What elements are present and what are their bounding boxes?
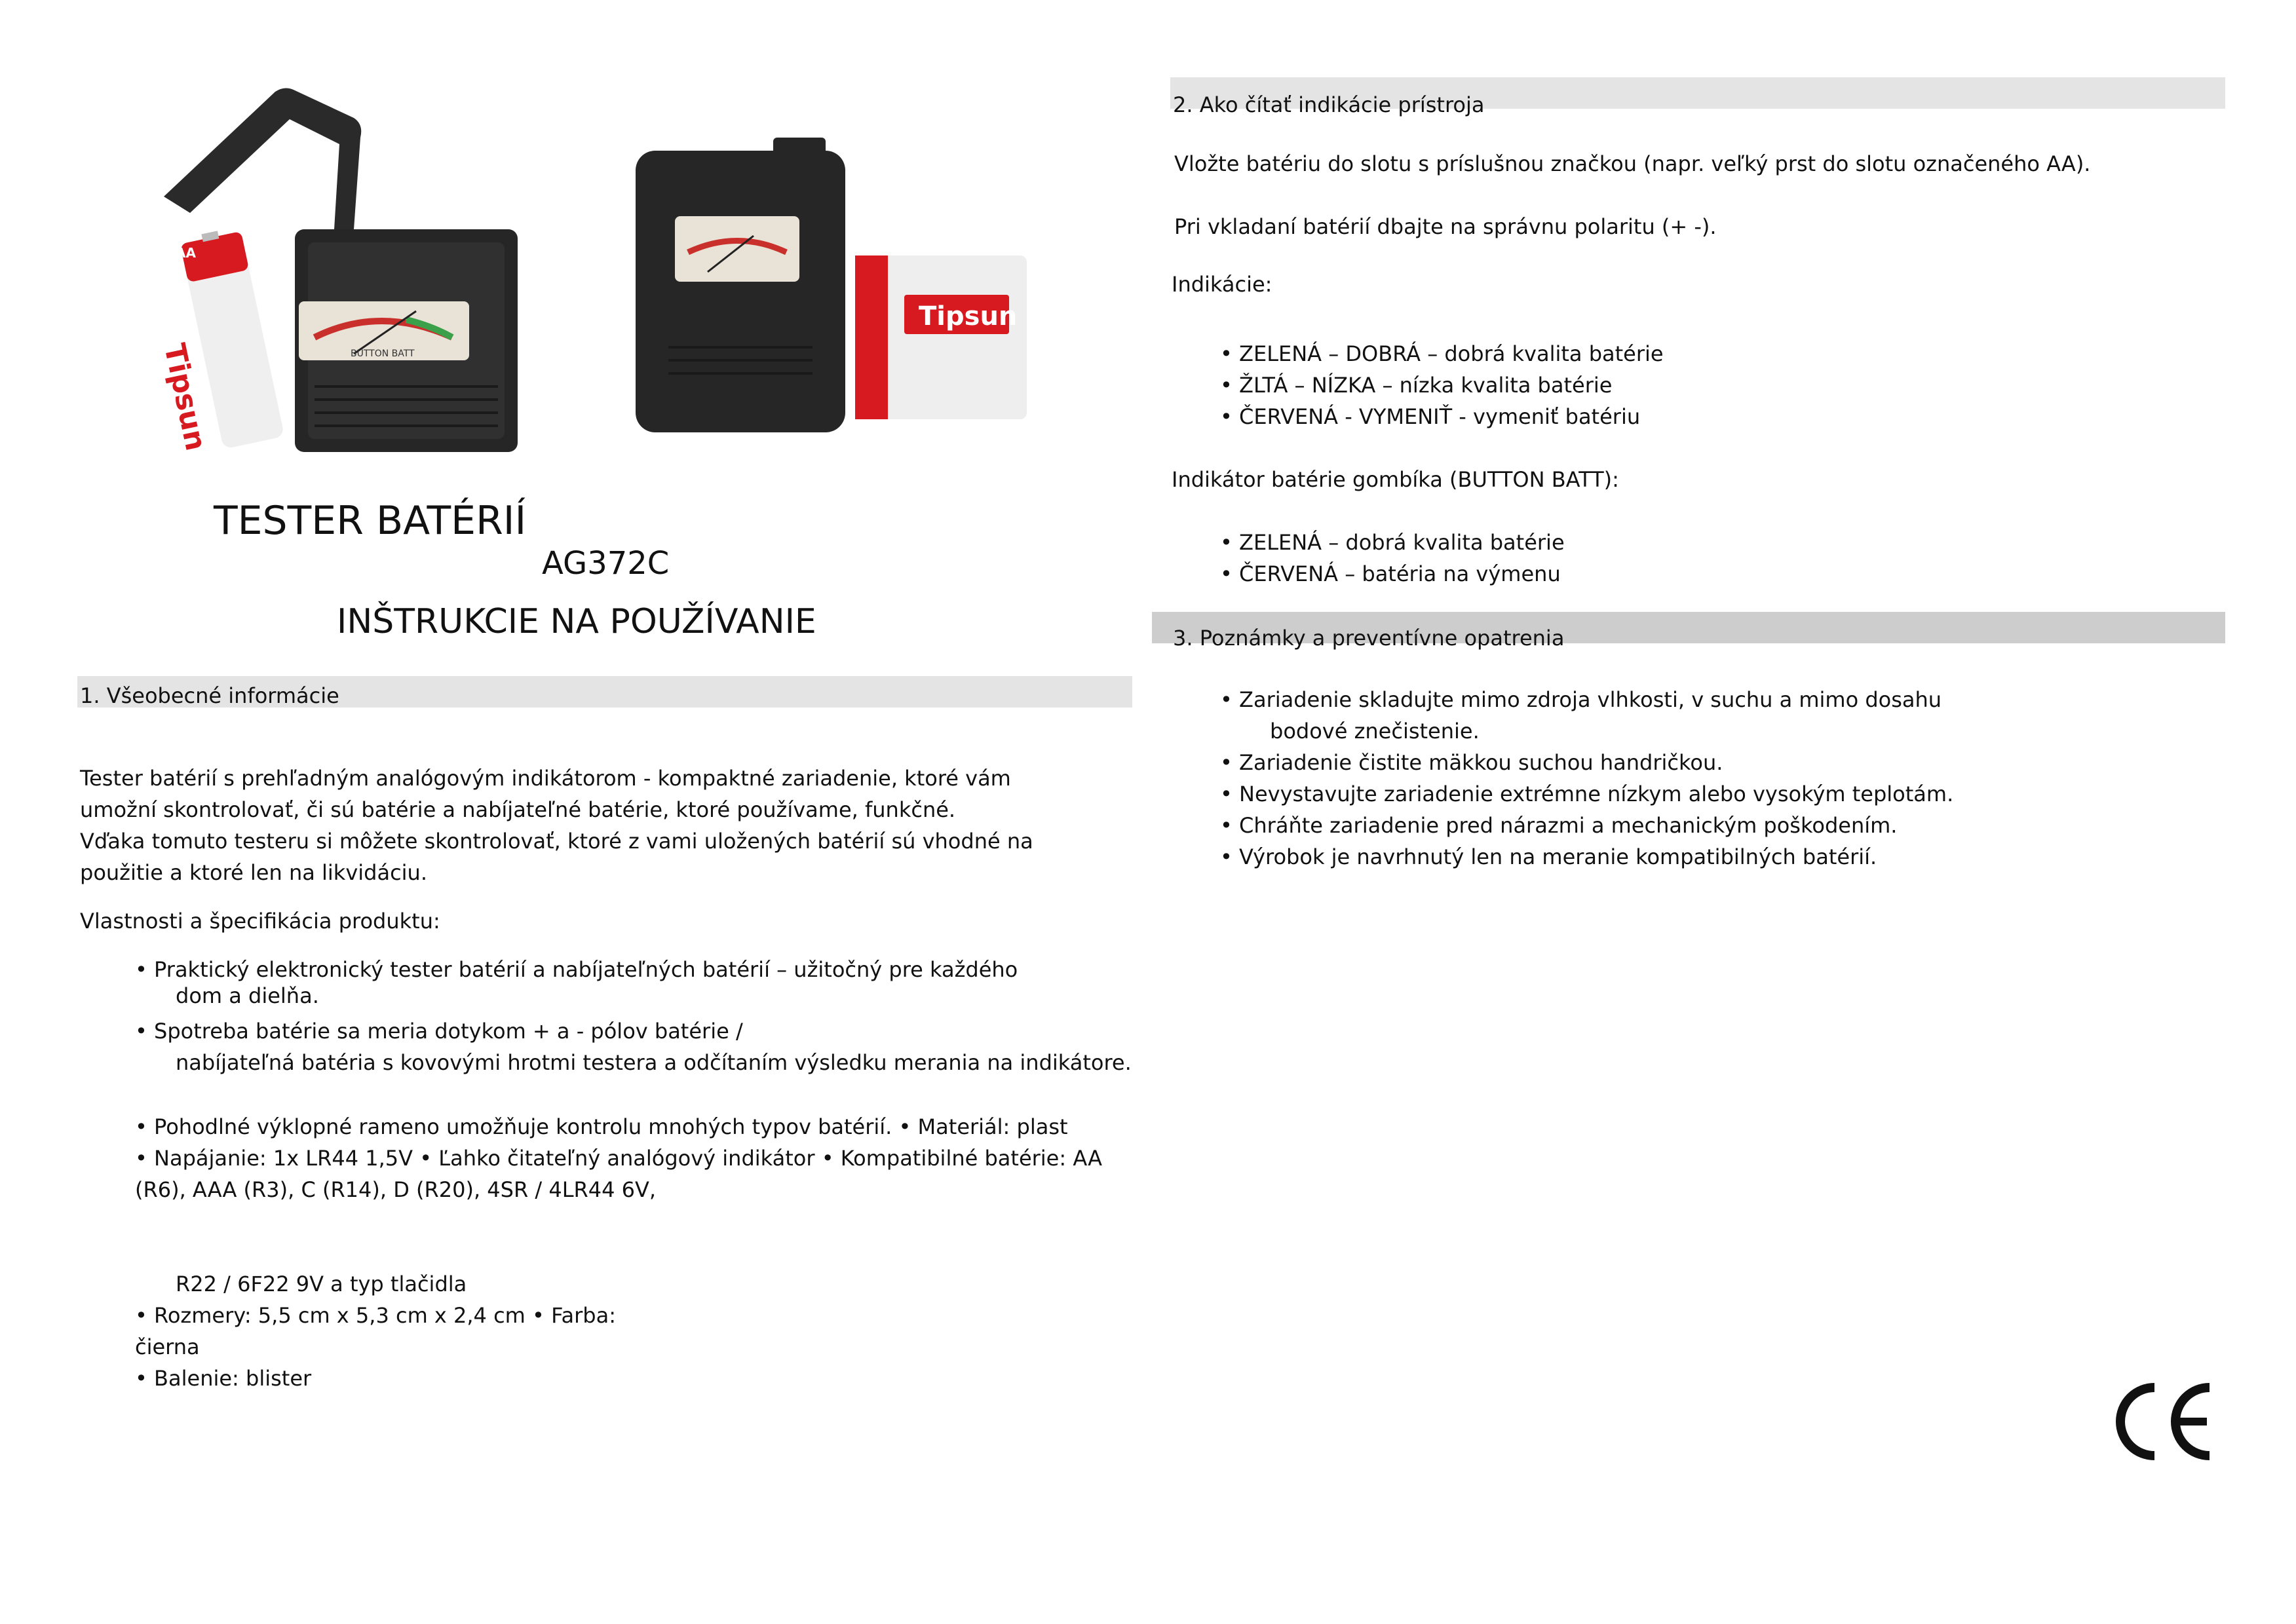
section1-intro-line3: Vďaka tomuto testeru si môžete skontrolovať, ktoré z vami uložených batérií sú vhodné na bbox=[80, 829, 1033, 854]
spec-line: • Pohodlné výklopné rameno umožňuje kontrolu mnohých typov batérií. • Materiál: plast bbox=[135, 1114, 1068, 1139]
indication-item: • ŽLTÁ – NÍZKA – nízka kvalita batérie bbox=[1220, 373, 1613, 398]
battery-aa-label: AA bbox=[176, 245, 196, 261]
section1-intro-line1: Tester batérií s prehľadným analógovým indikátorom - kompaktné zariadenie, ktoré vám bbox=[80, 766, 1011, 791]
section1-heading: 1. Všeobecné informácie bbox=[80, 683, 339, 708]
spec-heading: Vlastnosti a špecifikácia produktu: bbox=[80, 909, 440, 934]
button-indication-item: • ZELENÁ – dobrá kvalita batérie bbox=[1220, 530, 1565, 555]
product-model: AG372C bbox=[542, 545, 670, 582]
precaution-item: • Nevystavujte zariadenie extrémne nízkym alebo vysokým teplotám. bbox=[1220, 782, 1954, 806]
battery-brand-label: Tipsun bbox=[157, 341, 213, 454]
tester-with-9v-battery-image bbox=[629, 131, 1062, 439]
spec-line: R22 / 6F22 9V a typ tlačidla bbox=[176, 1272, 467, 1296]
button-battery-label: Indikátor batérie gombíka (BUTTON BATT): bbox=[1172, 467, 1619, 492]
meter-label: BUTTON BATT bbox=[351, 349, 415, 359]
precaution-item: • Zariadenie čistite mäkkou suchou handričkou. bbox=[1220, 750, 1723, 775]
section2-polarity-instruction: Pri vkladaní batérií dbajte na správnu polaritu (+ -). bbox=[1174, 214, 1717, 239]
section1-intro-line4: použitie a ktoré len na likvidáciu. bbox=[80, 860, 427, 885]
section1-intro-line2: umožní skontrolovať, či sú batérie a nabíjateľné batérie, ktoré používame, funkčné. bbox=[80, 797, 956, 822]
section3-heading: 3. Poznámky a preventívne opatrenia bbox=[1173, 626, 1565, 651]
indications-label: Indikácie: bbox=[1172, 272, 1272, 297]
spec-line: dom a dielňa. bbox=[176, 983, 319, 1008]
precaution-item: • Výrobok je navrhnutý len na meranie kompatibilných batérií. bbox=[1220, 844, 1877, 869]
spec-line: • Rozmery: 5,5 cm x 5,3 cm x 2,4 cm • Farba: bbox=[135, 1303, 616, 1328]
product-title: TESTER BATÉRIÍ bbox=[214, 498, 527, 544]
ce-mark-icon bbox=[2111, 1376, 2216, 1467]
section2-insert-instruction: Vložte batériu do slotu s príslušnou značkou (napr. veľký prst do slotu označeného AA). bbox=[1174, 151, 2091, 176]
spec-line: • Praktický elektronický tester batérií a nabíjateľných batérií – užitočný pre každého bbox=[135, 957, 1018, 982]
precaution-item: • Zariadenie skladujte mimo zdroja vlhkosti, v suchu a mimo dosahu bbox=[1220, 687, 1942, 712]
battery-9v-brand-label: Tipsun bbox=[919, 301, 1018, 331]
instructions-title: INŠTRUKCIE NA POUŽÍVANIE bbox=[337, 602, 816, 641]
spec-line: • Balenie: blister bbox=[135, 1366, 312, 1391]
section2-heading: 2. Ako čítať indikácie prístroja bbox=[1173, 92, 1485, 117]
indication-item: • ZELENÁ – DOBRÁ – dobrá kvalita batérie bbox=[1220, 341, 1664, 366]
spec-line: • Spotreba batérie sa meria dotykom + a - pólov batérie / bbox=[135, 1019, 743, 1044]
spec-line: nabíjateľná batéria s kovovými hrotmi testera a odčítaním výsledku merania na indikátore. bbox=[176, 1050, 1132, 1075]
button-indication-item: • ČERVENÁ – batéria na výmenu bbox=[1220, 561, 1561, 586]
indication-item: • ČERVENÁ - VYMENIŤ - vymeniť batériu bbox=[1220, 404, 1641, 429]
precaution-item: bodové znečistenie. bbox=[1270, 719, 1480, 744]
spec-line: • Napájanie: 1x LR44 1,5V • Ľahko čitateľný analógový indikátor • Kompatibilné batérie: AA bbox=[135, 1146, 1102, 1171]
spec-line: (R6), AAA (R3), C (R14), D (R20), 4SR / 4LR44 6V, bbox=[135, 1177, 657, 1202]
precaution-item: • Chráňte zariadenie pred nárazmi a mechanickým poškodením. bbox=[1220, 813, 1898, 838]
spec-line: čierna bbox=[135, 1334, 200, 1359]
